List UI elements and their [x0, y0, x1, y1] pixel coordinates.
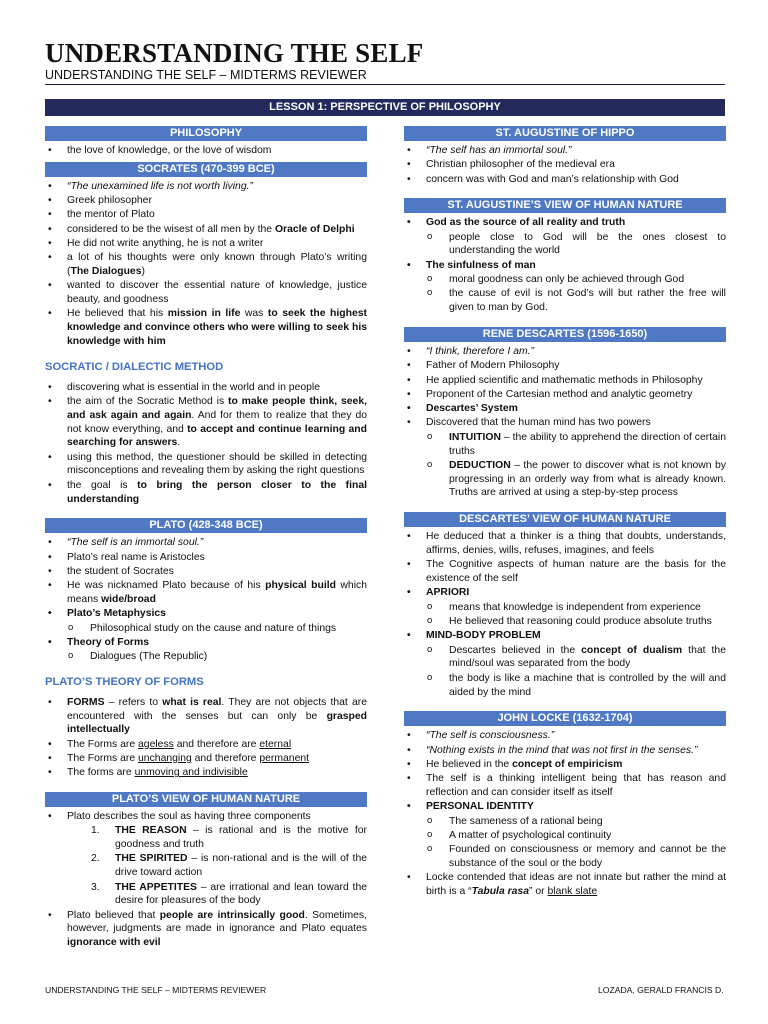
list-item: [45, 696, 367, 737]
emphasis-text: to seek the highest knowledge and convince others who were willing to seek his knowledge with him: [67, 308, 367, 348]
sub-list-item: o The sameness of a rational being: [404, 815, 726, 829]
item-number: 2.: [91, 853, 100, 865]
footer-author: LOZADA, GERALD FRANCIS D.: [598, 985, 724, 995]
list-item: • “The unexamined life is not worth living.”: [45, 180, 367, 194]
emphasis-text: physical build: [265, 580, 336, 592]
document-subtitle: UNDERSTANDING THE SELF – MIDTERMS REVIEWER: [45, 68, 367, 82]
descartes-view-heading: DESCARTES’ VIEW OF HUMAN NATURE: [404, 512, 726, 527]
sub-list-item: o means that knowledge is independent from experience: [404, 601, 726, 615]
item-text: He believed that his: [67, 308, 168, 320]
emphasis-text: FORMS: [67, 696, 105, 708]
item-text: .: [177, 437, 181, 449]
list-item: [45, 251, 367, 279]
sub-list-item: [404, 431, 726, 459]
left-column: [45, 126, 367, 951]
item-text: the aim of the Socratic Method is: [67, 395, 228, 407]
emphasis-text: to make people think, seek, and ask again and again: [67, 395, 368, 421]
philosophy-heading: PHILOSOPHY: [45, 126, 367, 141]
descartes-list: [404, 345, 726, 500]
item-text: that the mind/soul was separated from the body: [449, 644, 726, 670]
forms-list: [45, 696, 367, 780]
emphasis-text: THE APPETITES: [115, 881, 197, 893]
item-text: The Forms are: [67, 752, 139, 764]
list-item: • God as the source of all reality and truth: [404, 216, 726, 230]
list-item: [45, 766, 367, 780]
theory-of-forms-heading: PLATO’S THEORY OF FORMS: [45, 676, 204, 688]
sub-list-item: o A matter of psychological continuity: [404, 829, 726, 843]
sub-list-item: o Founded on consciousness or memory and cannot be the substance of the soul or the body: [404, 843, 726, 871]
augustine-list: [404, 144, 726, 186]
item-text: a lot of his thoughts were only known through Plato’s writing (: [67, 252, 367, 278]
emphasis-text: people are intrinsically good: [159, 909, 305, 921]
emphasis-text: to bring the person closer to the final understanding: [67, 479, 367, 505]
sub-list-item: o He believed that reasoning could produce absolute truths: [404, 615, 726, 629]
item-text: . And for them to realize that they do not know everything, and: [67, 409, 367, 435]
sub-list-item: o moral goodness can only be achieved through God: [404, 273, 726, 287]
augustine-view-heading: ST. AUGUSTINE’S VIEW OF HUMAN NATURE: [404, 198, 726, 213]
list-item: • MIND-BODY PROBLEM: [404, 629, 726, 643]
list-item: [404, 871, 726, 899]
list-item: • “The self is consciousness.”: [404, 729, 726, 743]
footer-left: UNDERSTANDING THE SELF – MIDTERMS REVIEWER: [45, 985, 267, 995]
sub-list-item: [404, 459, 726, 500]
item-text: – refers to: [104, 696, 163, 708]
item-text: – are irrational and lean toward the desire for pleasures of the body: [115, 881, 367, 907]
document-title: UNDERSTANDING THE SELF: [45, 38, 424, 68]
list-item: • Greek philosopher: [45, 194, 367, 208]
item-text: was: [240, 308, 268, 320]
header-divider: [45, 84, 725, 85]
list-item: • “The self is an immortal soul.”: [45, 536, 367, 550]
list-item: • He deduced that a thinker is a thing that doubts, understands, affirms, denies, wills, refuses, imagines, and feels: [404, 530, 726, 558]
numbered-item: [45, 881, 367, 909]
list-item: • the mentor of Plato: [45, 208, 367, 222]
underlined-text: eternal: [259, 738, 292, 750]
lesson-banner: LESSON 1: PERSPECTIVE OF PHILOSOPHY: [45, 99, 725, 116]
item-text: Locke contended that ideas are not innate but rather the mind at birth is a “: [426, 872, 726, 898]
underlined-text: blank slate: [547, 886, 598, 898]
descartes-heading: RENE DESCARTES (1596-1650): [404, 327, 726, 342]
list-item: • Descartes’ System: [404, 402, 726, 416]
list-item: • Theory of Forms: [45, 636, 367, 650]
list-item: [45, 223, 367, 237]
list-item: • “Nothing exists in the mind that was not first in the senses.”: [404, 744, 726, 758]
underlined-text: unmoving and indivisible: [134, 767, 248, 779]
item-number: 1.: [91, 825, 100, 837]
list-item: • “The self has an immortal soul.”: [404, 144, 726, 158]
sub-list-item: o Philosophical study on the cause and nature of things: [45, 622, 367, 636]
item-text: which means: [67, 580, 367, 606]
emphasis-text: THE SPIRITED: [115, 853, 188, 865]
augustine-view-list: [404, 216, 726, 315]
list-item: • the student of Socrates: [45, 565, 367, 579]
item-text: He believed in the: [426, 758, 513, 770]
emphasis-text: The Dialogues: [70, 266, 142, 278]
plato-view-list: [45, 810, 367, 950]
list-item: [404, 758, 726, 772]
emphasis-text: ignorance with evil: [67, 937, 161, 949]
list-item: • discovering what is essential in the world and in people: [45, 381, 367, 395]
item-text: The forms are: [67, 767, 135, 779]
list-item: [45, 579, 367, 607]
sub-list-item: o the cause of evil is not God’s will but rather the free will given to man by God.: [404, 287, 726, 315]
list-item: • APRIORI: [404, 586, 726, 600]
item-text: Plato believed that: [67, 909, 160, 921]
list-item: • “I think, therefore I am.”: [404, 345, 726, 359]
list-item: [45, 479, 367, 507]
item-text: and therefore: [191, 752, 260, 764]
plato-heading: PLATO (428-348 BCE): [45, 518, 367, 533]
list-item: [45, 307, 367, 348]
item-text: – is non-rational and is the will of the drive toward action: [115, 853, 368, 879]
sub-list-item: o Dialogues (The Republic): [45, 650, 367, 664]
list-item: [45, 738, 367, 752]
socratic-list: [45, 381, 367, 507]
list-item: [45, 909, 367, 950]
item-text: . Sometimes, however, judgments are made in ignorance and Plato equates: [67, 909, 367, 935]
list-item: • The sinfulness of man: [404, 259, 726, 273]
underlined-text: unchanging: [138, 752, 192, 764]
emphasis-text: INTUITION: [449, 431, 501, 443]
emphasis-text: grasped intellectually: [67, 710, 367, 736]
list-item: • Christian philosopher of the medieval era: [404, 158, 726, 172]
item-text: – the ability to apprehend the direction of certain truths: [449, 431, 726, 457]
emphasis-text: concept of empiricism: [512, 758, 623, 770]
emphasis-text: what is real: [162, 696, 222, 708]
item-text: considered to be the wisest of all men by the: [67, 223, 275, 235]
item-text: – the power to discover what is not known by progressing in an orderly way from what is already known. Truths are arrived at using a step-by-step process: [449, 459, 726, 499]
emphasis-text: DEDUCTION: [449, 459, 511, 471]
emphasis-text: concept of dualism: [581, 644, 683, 656]
plato-view-heading: PLATO’S VIEW OF HUMAN NATURE: [45, 792, 367, 807]
augustine-heading: ST. AUGUSTINE OF HIPPO: [404, 126, 726, 141]
list-item: • Proponent of the Cartesian method and analytic geometry: [404, 388, 726, 402]
emphasis-text: to accept and continue learning and searching for answers: [67, 423, 367, 449]
emphasis-text: wide/broad: [101, 594, 156, 606]
emphasis-text: Oracle of Delphi: [274, 223, 355, 235]
socrates-heading: SOCRATES (470-399 BCE): [45, 162, 367, 177]
list-item: • concern was with God and man’s relationship with God: [404, 173, 726, 187]
list-item: • He did not write anything, he is not a writer: [45, 237, 367, 251]
philosophy-list: [45, 144, 367, 158]
plato-list: [45, 536, 367, 664]
item-text: He was nicknamed Plato because of his: [67, 580, 266, 592]
list-item: • Plato’s Metaphysics: [45, 607, 367, 621]
item-text: – is rational and is the motive for goodness and truth: [115, 825, 367, 851]
underlined-text: ageless: [138, 738, 174, 750]
emphasis-text: Tabula rasa: [471, 886, 529, 898]
underlined-text: permanent: [259, 752, 310, 764]
socratic-method-heading: SOCRATIC / DIALECTIC METHOD: [45, 360, 224, 373]
list-item: • The self is a thinking intelligent being that has reason and reflection and can consider itself as itself: [404, 772, 726, 800]
list-item: • Plato’s real name is Aristocles: [45, 551, 367, 565]
item-text: . They are not objects that are encountered with the senses but can only be: [67, 696, 367, 722]
item-text: ” or: [529, 886, 548, 898]
numbered-item: [45, 852, 367, 880]
emphasis-text: mission in life: [167, 308, 241, 320]
item-text: ): [141, 266, 145, 278]
sub-list-item: o people close to God will be the ones closest to understanding the world: [404, 231, 726, 259]
socrates-list: [45, 180, 367, 349]
descartes-view-list: [404, 530, 726, 699]
list-item: • wanted to discover the essential nature of knowledge, justice beauty, and goodness: [45, 279, 367, 307]
list-item: [45, 752, 367, 766]
locke-list: [404, 729, 726, 899]
list-item: • using this method, the questioner should be skilled in detecting misconceptions and revealing them by asking the right questions: [45, 451, 367, 479]
list-item: • The Cognitive aspects of human nature are the basis for the existence of the self: [404, 558, 726, 586]
item-number: 3.: [91, 881, 100, 893]
item-text: The Forms are: [67, 738, 139, 750]
list-item: • He applied scientific and mathematic methods in Philosophy: [404, 374, 726, 388]
right-column: [404, 126, 726, 899]
emphasis-text: THE REASON: [115, 825, 187, 837]
list-item: • the love of knowledge, or the love of wisdom: [45, 144, 367, 158]
item-text: and therefore are: [173, 738, 260, 750]
list-item: • Discovered that the human mind has two powers: [404, 416, 726, 430]
item-text: the goal is: [67, 479, 138, 491]
sub-list-item: [404, 644, 726, 672]
list-item: • Plato describes the soul as having three components: [45, 810, 367, 824]
list-item: [45, 395, 367, 450]
locke-heading: JOHN LOCKE (1632-1704): [404, 711, 726, 726]
list-item: • PERSONAL IDENTITY: [404, 800, 726, 814]
item-text: Descartes believed in the: [449, 644, 582, 656]
numbered-item: [45, 824, 367, 852]
list-item: • Father of Modern Philosophy: [404, 359, 726, 373]
sub-list-item: o the body is like a machine that is controlled by the will and aided by the mind: [404, 672, 726, 700]
